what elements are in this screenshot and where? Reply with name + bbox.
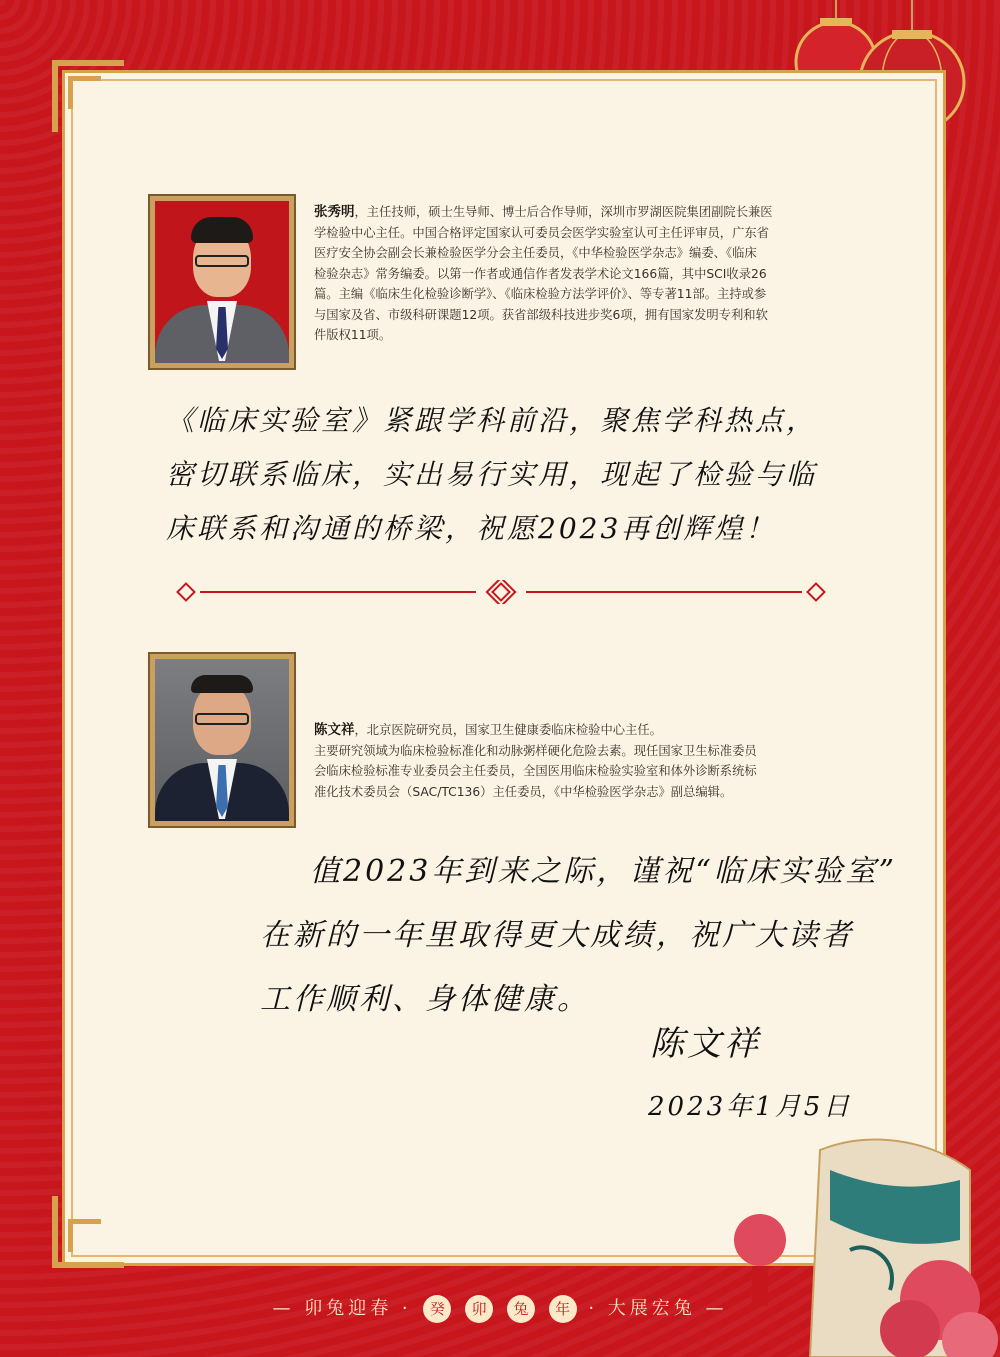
banner-right-text: · 大展宏兔 — — [588, 1298, 728, 1319]
bio-1 — [314, 202, 854, 346]
bio-line: 检验杂志》常务编委。以第一作者或通信作者发表学术论文166篇，其中SCI收录26 — [314, 266, 767, 281]
signature-date: 2023年1月5日 — [648, 1092, 853, 1122]
bio-line: ，北京医院研究员，国家卫生健康委临床检验中心主任。 — [354, 723, 662, 737]
message-line: 值2023年到来之际，谨祝“临床实验室” — [310, 854, 898, 889]
portrait-photo-1 — [150, 196, 294, 368]
portrait-photo-2 — [150, 654, 294, 826]
bio-line: ，主任技师，硕士生导师、博士后合作导师，深圳市罗湖医院集团副院长兼医 — [354, 205, 773, 219]
bottom-banner — [0, 1294, 1000, 1324]
bio-line: 医疗安全协会副会长兼检验医学分会主任委员，《中华检验医学杂志》编委、《临床 — [314, 246, 757, 260]
message-line: 密切联系临床，实出易行实用，现起了检验与临 — [166, 458, 818, 491]
ornamental-divider — [176, 580, 826, 604]
corner-ornament-bottom-left — [52, 1196, 124, 1268]
bio-line: 学检验中心主任。中国合格评定国家认可委员会医学实验室认可主任评审员，广东省 — [314, 225, 769, 240]
signature: 陈文祥 — [650, 1024, 761, 1064]
message-line: 床联系和沟通的桥梁，祝愿2023再创辉煌！ — [166, 512, 777, 545]
corner-ornament-top-left — [52, 60, 124, 132]
handwritten-message-1 — [166, 394, 866, 556]
handwritten-message-2 — [260, 840, 900, 1032]
bio-line: 主要研究领域为临床检验标准化和动脉粥样硬化危险去素。现任国家卫生标准委员 — [314, 743, 757, 758]
bio-line: 与国家及省、市级科研课题12项。获省部级科技进步奖6项，拥有国家发明专利和软 — [314, 307, 768, 322]
bio-line: 篇。主编《临床生化检验诊断学》、《临床检验方法学评价》、等专著11部。主持或参 — [314, 287, 767, 301]
bio-line: 会临床检验标准专业委员会主任委员，全国医用临床检验实验室和体外诊断系统标 — [314, 764, 757, 778]
banner-seal: 兔 — [507, 1295, 535, 1323]
message-line: 工作顺利、身体健康。 — [260, 982, 590, 1017]
banner-seal: 卯 — [465, 1295, 493, 1323]
banner-seal: 年 — [549, 1295, 577, 1323]
message-line: 《临床实验室》紧跟学科前沿，聚焦学科热点， — [166, 404, 818, 437]
bio-2 — [314, 720, 854, 802]
person-name-1: 张秀明 — [314, 204, 355, 220]
person-name-2: 陈文祥 — [314, 722, 355, 738]
banner-left-text: — 卯兔迎春 · — [272, 1298, 412, 1319]
banner-seal: 癸 — [423, 1295, 451, 1323]
bio-line: 准化技术委员会（SAC/TC136）主任委员，《中华检验医学杂志》副总编辑。 — [314, 784, 733, 799]
message-line: 在新的一年里取得更大成绩，祝广大读者 — [260, 918, 854, 953]
bio-line: 件版权11项。 — [314, 328, 392, 342]
